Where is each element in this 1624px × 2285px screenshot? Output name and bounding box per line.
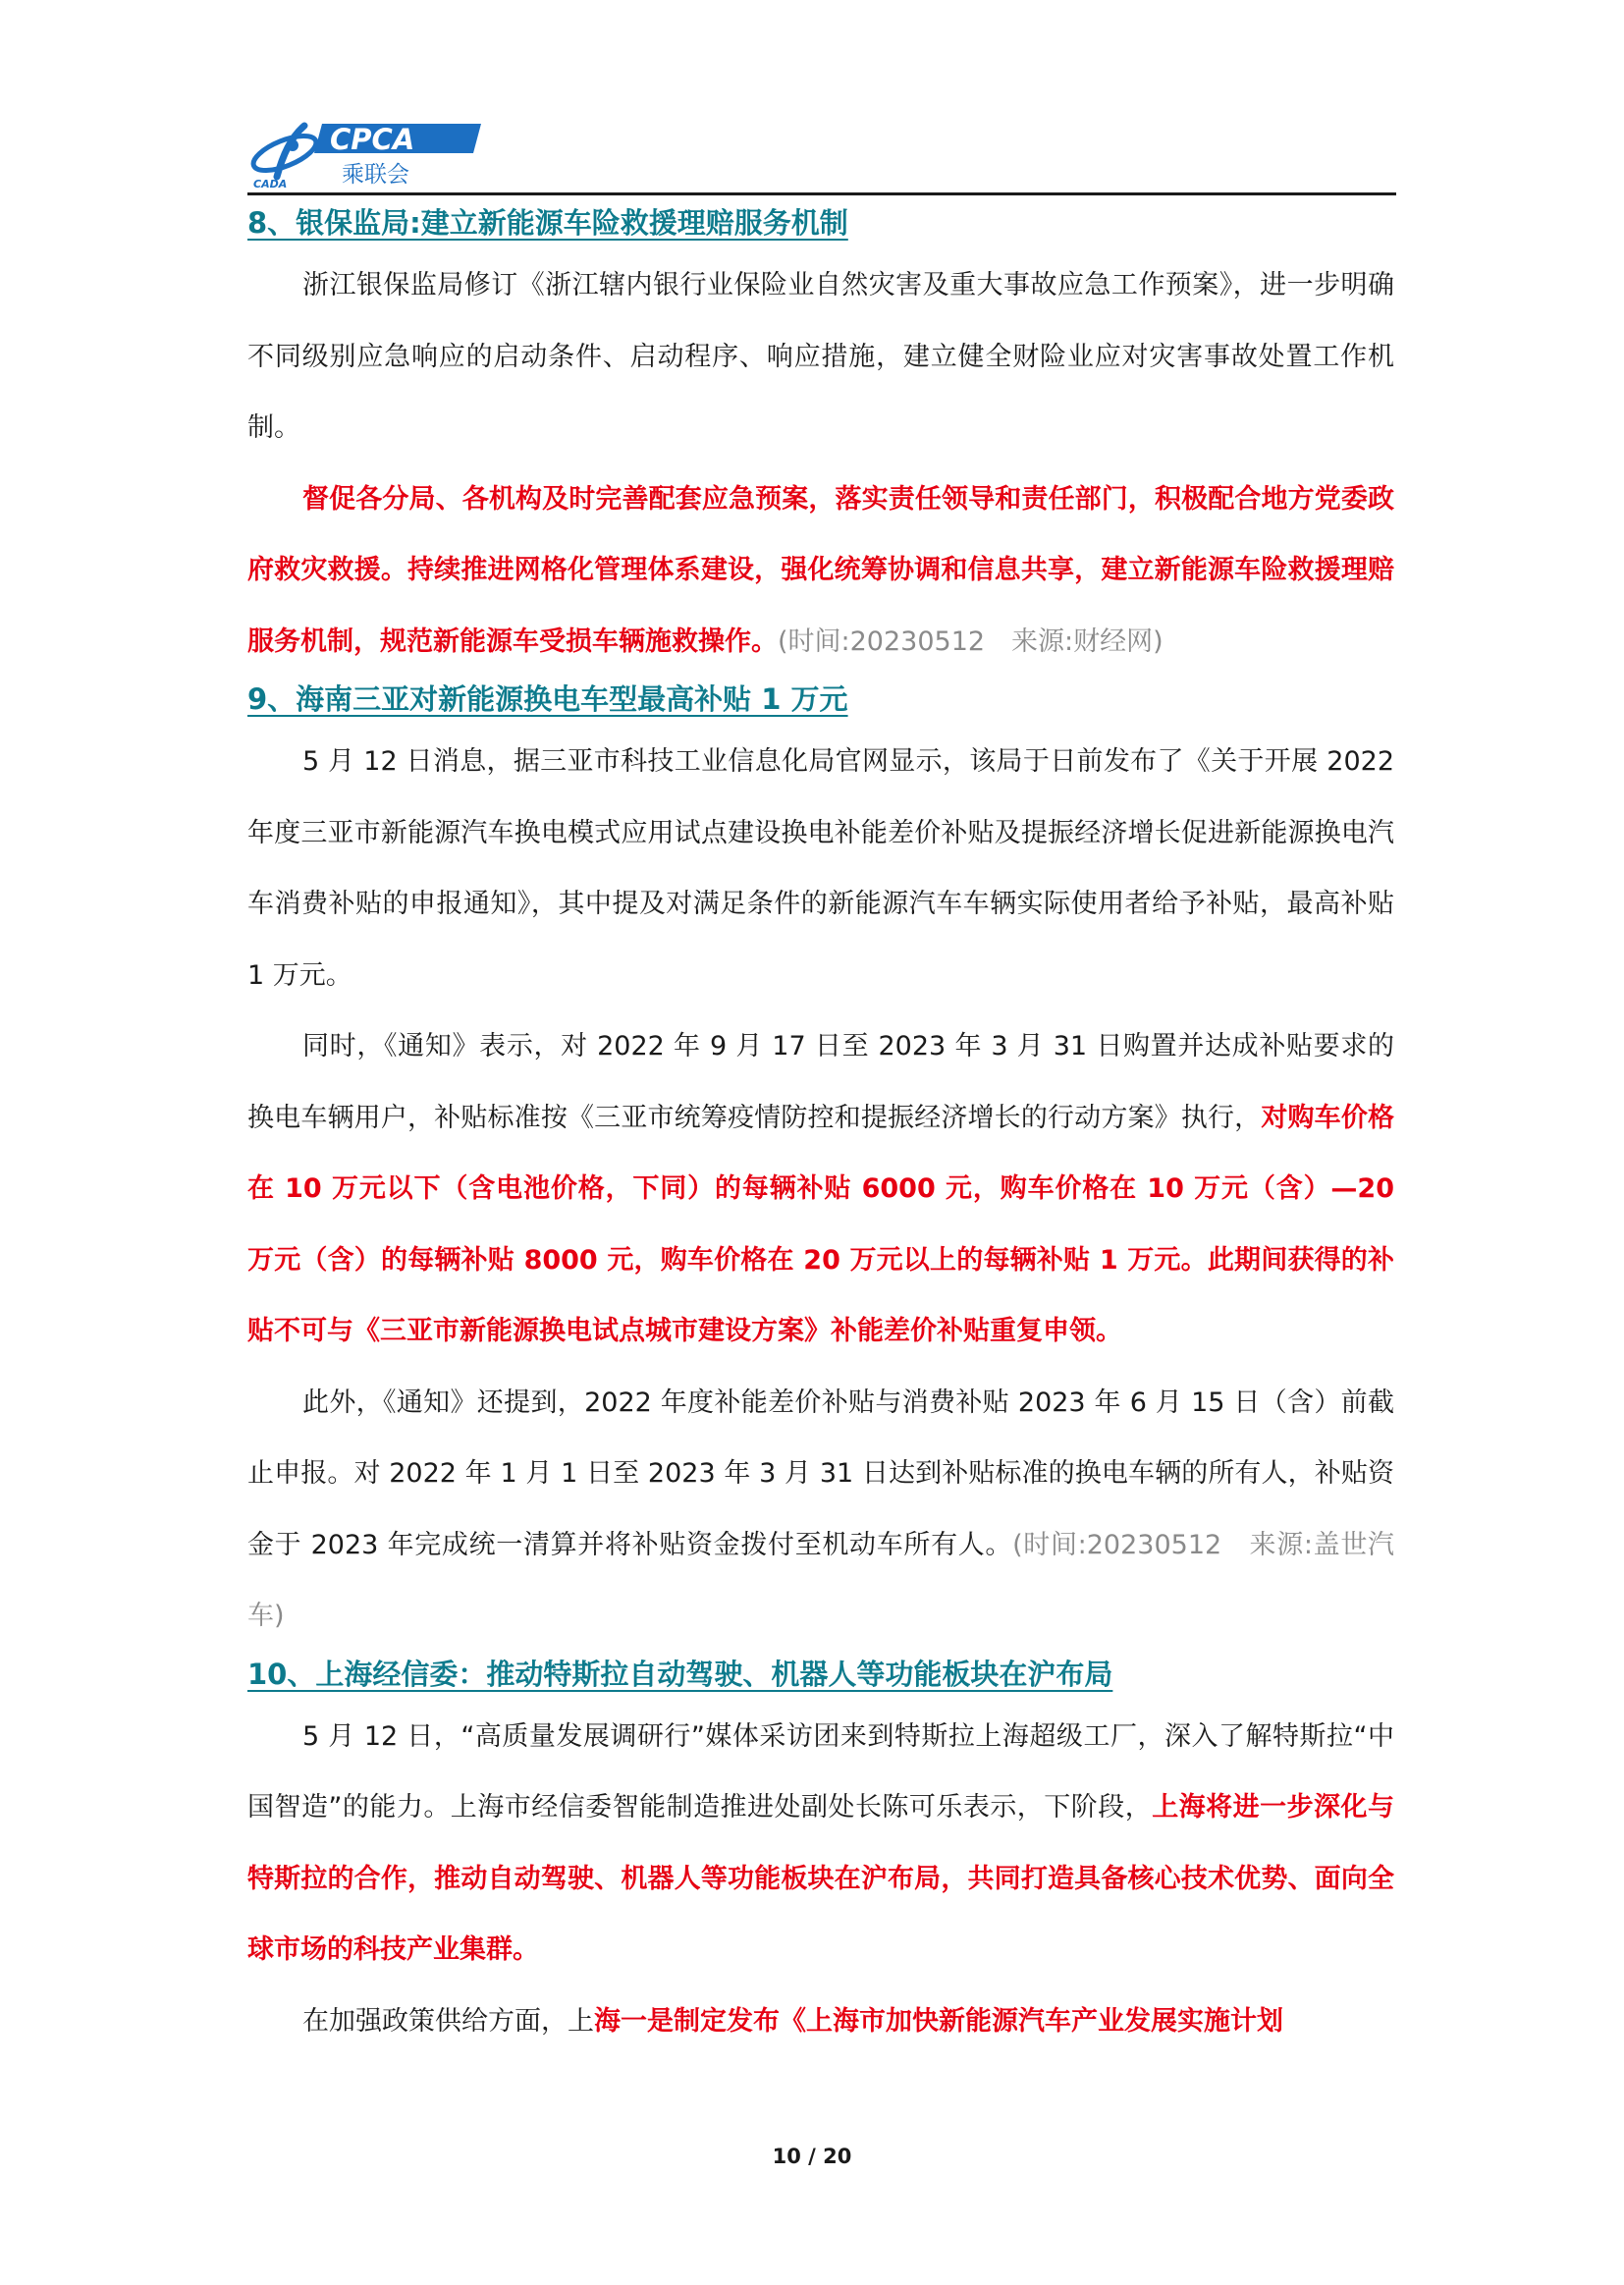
section-10-highlight-1: 上海将进一步深化与特斯拉的合作，推动自动驾驶、机器人等功能板块在沪布局，共同打造具备核心技术优势、面向全球市场的科技产业集群。 <box>247 1792 1394 1965</box>
section-8-title: 8、银保监局:建立新能源车险救援理赔服务机制 <box>247 206 848 240</box>
section-8-text: 浙江银保监局修订《浙江辖内银行业保险业自然灾害及重大事故应急工作预案》，进一步明确不同级别应急响应的启动条件、启动程序、响应措施，建立健全财险业应对灾害事故处置工作机制。 <box>247 270 1394 443</box>
section-9-highlight: 对购车价格在 10 万元以下（含电池价格，下同）的每辆补贴 6000 元，购车价格在 10 万元（含）—20 万元（含）的每辆补贴 8000 元，购车价格在 20 万元以上的每辆补贴 1 万元。此期间获得的补贴不可与《三亚市新能源换电试点城市建设方案》补能差价补贴重复申领。 <box>247 1102 1395 1346</box>
article-body <box>247 201 1394 2057</box>
section-8-paragraph-1 <box>247 250 1394 464</box>
logo-brand-text: CPCA <box>330 123 415 156</box>
section-9-paragraph-3 <box>247 1368 1394 1653</box>
header-rule <box>247 192 1396 195</box>
logo-cn-text: 乘联会 <box>342 162 409 188</box>
section-9-source: (时间:20230512 来源:盖世汽车) <box>247 1529 1394 1631</box>
logo-sub-text: CADA <box>253 178 288 190</box>
section-8-highlight: 督促各分局、各机构及时完善配套应急预案，落实责任领导和责任部门，积极配合地方党委政府救灾救援。持续推进网格化管理体系建设，强化统筹协调和信息共享，建立新能源车险救援理赔服务机制，规范新能源车受损车辆施救操作。 <box>247 483 1394 657</box>
section-8-source: (时间:20230512 来源:财经网) <box>778 626 1164 657</box>
section-10-highlight-2: 海一是制定发布《上海市加快新能源汽车产业发展实施计划 <box>594 2005 1283 2037</box>
section-9-title: 9、海南三亚对新能源换电车型最高补贴 1 万元 <box>247 682 848 716</box>
section-8-paragraph-2 <box>247 464 1394 679</box>
section-10-paragraph-2 <box>247 1986 1394 2058</box>
page-number: 10 / 20 <box>772 2145 852 2168</box>
section-9-paragraph-2 <box>247 1011 1394 1368</box>
section-10-text-1: 5 月 12 日，“高质量发展调研行”媒体采访团来到特斯拉上海超级工厂，深入了解特斯拉“中国智造”的能力。上海市经信委智能制造推进处副处长陈可乐表示，下阶段， <box>247 1720 1394 1823</box>
cpca-logo <box>247 116 483 190</box>
page-header <box>247 116 1396 194</box>
section-10-paragraph-1 <box>247 1702 1394 1986</box>
section-9-paragraph-1 <box>247 727 1394 1011</box>
section-10-text-2: 在加强政策供给方面，上 <box>302 2005 594 2037</box>
section-10-title: 10、上海经信委：推动特斯拉自动驾驶、机器人等功能板块在沪布局 <box>247 1657 1113 1691</box>
section-9-text-2: 同时，《通知》表示，对 2022 年 9 月 17 日至 2023 年 3 月 31 日购置并达成补贴要求的换电车辆用户，补贴标准按《三亚市统筹疫情防控和提振经济增长的行动方案》执行， <box>247 1031 1394 1133</box>
section-9-text-3: 此外，《通知》还提到，2022 年度补能差价补贴与消费补贴 2023 年 6 月 15 日（含）前截止申报。对 2022 年 1 月 1 日至 2023 年 3 月 31 日达到补贴标准的换电车辆的所有人，补贴资金于 2023 年完成统一清算并将补贴资金拨付至机动车所有人。 <box>247 1387 1394 1560</box>
section-9-text-1: 5 月 12 日消息，据三亚市科技工业信息化局官网显示，该局于日前发布了《关于开展 2022 年度三亚市新能源汽车换电模式应用试点建设换电补能差价补贴及提振经济增长促进新能源换电汽车消费补贴的申报通知》，其中提及对满足条件的新能源汽车车辆实际使用者给予补贴，最高补贴 1 万元。 <box>247 746 1394 991</box>
